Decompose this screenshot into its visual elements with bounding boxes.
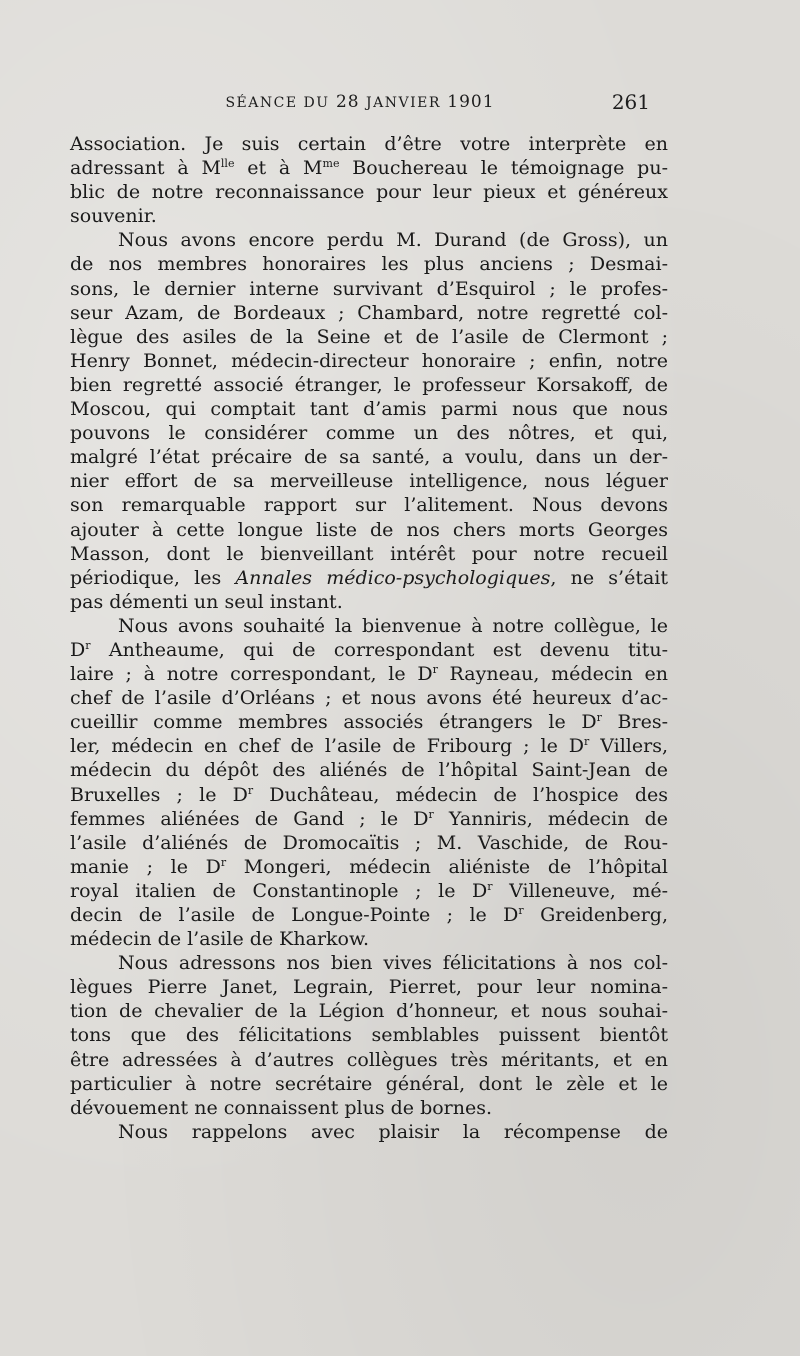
text-line: périodique, les Annales médico-psychologiques, ne s’était (70, 566, 668, 589)
text-line: cueillir comme membres associés étrangers le $D^r$ Bres- (70, 711, 668, 734)
text-line: Nous avons souhaité la bienvenue à notre collègue, le (118, 614, 668, 637)
text-line: nier effort de sa merveilleuse intelligence, nous léguer (70, 470, 668, 493)
text-line: dévouement ne connaissent plus de bornes. (70, 1096, 493, 1119)
text-line: de nos membres honoraires les plus anciens ; Desmai- (70, 253, 668, 276)
text-line: sons, le dernier interne survivant d’Esquirol ; le profes- (70, 277, 668, 300)
text-line: laire ; à notre correspondant, le $D^r$ Rayneau, médecin en (70, 663, 668, 686)
text-line: Nous adressons nos bien vives félicitations à nos col- (118, 952, 668, 975)
text-line: pouvons le considérer comme un des nôtres, et qui, (70, 422, 668, 445)
text-line: l’asile d’aliénés de Dromocaïtis ; M. Vaschide, de Rou- (70, 831, 668, 854)
text-line: Henry Bonnet, médecin-directeur honoraire ; enfin, notre (70, 349, 668, 372)
running-head-prefix: SÉANCE DU (225, 95, 330, 111)
running-head (70, 92, 650, 112)
text-line: femmes aliénées de Gand ; le $D^r$ Yanniris, médecin de (70, 807, 669, 830)
text-line: $D^r$ Antheaume, qui de correspondant est devenu titu- (70, 638, 668, 661)
text-line: decin de l’asile de Longue-Pointe ; le $D^r$ Greidenberg, (70, 904, 668, 926)
text-line: chef de l’asile d’Orléans ; et nous avons été heureux d’ac- (70, 687, 668, 710)
text-line: manie ; le $D^r$ Mongeri, médecin aliéniste de l’hôpital (70, 855, 668, 878)
text-line: Bruxelles ; le $D^r$ Duchâteau, médecin de l’hospice des (70, 783, 668, 806)
running-head-year: 1901 (447, 92, 495, 112)
text-line: Masson, dont le bienveillant intérêt pour notre recueil (70, 542, 668, 565)
text-line: royal italien de Constantinople ; le $D^r$ Villeneuve, mé- (70, 879, 669, 902)
text-line: tons que des félicitations semblables puissent bientôt (70, 1024, 668, 1047)
text-line: souvenir. (70, 205, 157, 228)
text-line: ler, médecin en chef de l’asile de Fribourg ; le $D^r$ Villers, (70, 735, 668, 758)
running-head-month: JANVIER (365, 95, 441, 111)
text-line: médecin du dépôt des aliénés de l’hôpital Saint-Jean de (70, 759, 668, 782)
text-line: Moscou, qui comptait tant d’amis parmi nous que nous (70, 398, 668, 421)
text-line: Association. Je suis certain d’être votre interprète en (70, 133, 668, 155)
text-line: seur Azam, de Bordeaux ; Chambard, notre regretté col- (70, 301, 668, 324)
text-line: bien regretté associé étranger, le professeur Korsakoff, de (70, 373, 668, 396)
text-line: lègues Pierre Janet, Legrain, Pierret, pour leur nomina- (70, 976, 668, 999)
text-line: particulier à notre secrétaire général, dont le zèle et le (70, 1072, 668, 1095)
text-line: Nous rappelons avec plaisir la récompense de (118, 1120, 668, 1143)
text-line: pas démenti un seul instant. (70, 590, 343, 613)
text-line: médecin de l’asile de Kharkow. (70, 928, 370, 951)
text-line: Nous avons encore perdu M. Durand (de Gross), un (118, 229, 668, 252)
page-number: 261 (611, 90, 650, 114)
text-line: tion de chevalier de la Légion d’honneur, et nous souhai- (70, 1000, 668, 1023)
text-line: malgré l’état précaire de sa santé, a voulu, dans un der- (70, 446, 668, 469)
text-line: lègue des asiles de la Seine et de l’asile de Clermont ; (70, 325, 668, 348)
body-text (70, 132, 668, 1144)
text-line: son remarquable rapport sur l’alitement. Nous devons (70, 494, 668, 517)
text-line: être adressées à d’autres collègues très méritants, et en (70, 1048, 668, 1071)
text-line: ajouter à cette longue liste de nos chers morts Georges (70, 518, 668, 541)
text-line: adressant à $M^{lle}$ et à $M^{me}$ Bouchereau le témoignage pu- (70, 157, 668, 180)
text-line: blic de notre reconnaissance pour leur pieux et généreux (70, 181, 668, 204)
running-head-day: 28 (335, 92, 360, 112)
